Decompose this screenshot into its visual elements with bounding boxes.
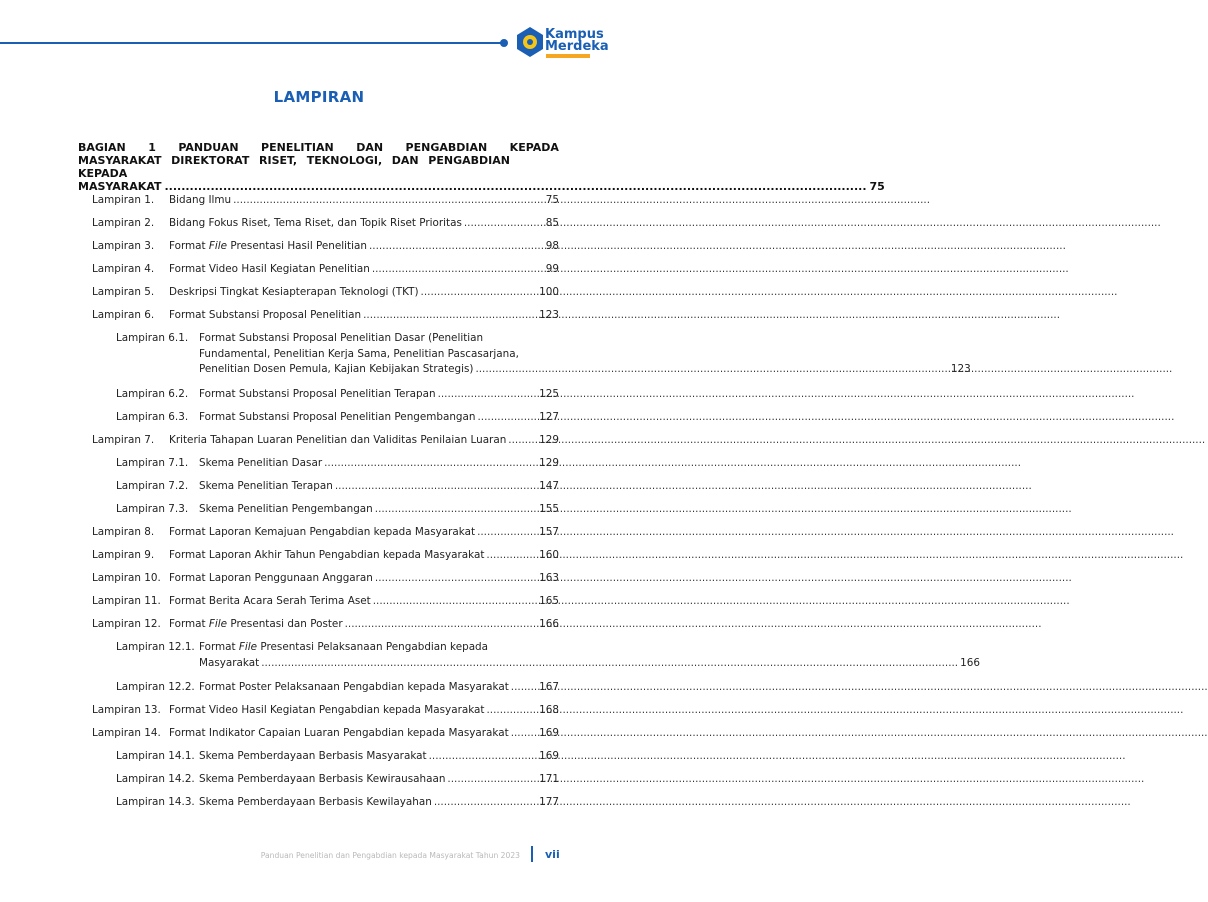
entry-page-number: 75 xyxy=(545,194,559,206)
toc-entry[interactable] xyxy=(92,433,559,449)
leader-dots xyxy=(164,180,866,193)
leader-dots xyxy=(477,410,537,426)
leader-dots xyxy=(372,262,544,278)
entry-page-number: 99 xyxy=(545,263,559,275)
leader-dots xyxy=(324,456,537,472)
entry-text: Format Substansi Proposal Penelitian Terapan xyxy=(199,388,436,400)
leader-dots xyxy=(373,594,537,610)
entry-text: Deskripsi Tingkat Kesiapterapan Teknologi (TKT) xyxy=(169,286,419,298)
entry-text-line: Masyarakat xyxy=(199,656,260,669)
word: KEPADA xyxy=(509,141,559,154)
entry-title xyxy=(199,795,432,811)
entry-body xyxy=(169,703,559,719)
entry-body xyxy=(169,525,559,541)
footer-divider xyxy=(531,846,533,862)
entry-body xyxy=(169,285,559,301)
entry-page-number: 177 xyxy=(539,796,559,808)
entry-body xyxy=(169,548,559,564)
entry-text: Skema Penelitian Terapan xyxy=(199,480,333,492)
toc-entry[interactable] xyxy=(116,479,559,495)
leader-dots xyxy=(335,479,537,495)
entry-body xyxy=(169,193,559,209)
entry-label: Lampiran 12.1. xyxy=(116,641,195,653)
entry-label: Lampiran 14.1. xyxy=(116,750,195,762)
toc-section-heading[interactable] xyxy=(78,141,885,193)
entry-title xyxy=(199,772,445,788)
entry-title xyxy=(169,433,506,449)
entry-page-number: 171 xyxy=(539,773,559,785)
entry-text: Format Laporan Penggunaan Anggaran xyxy=(169,572,373,584)
entry-page-number: 163 xyxy=(539,572,559,584)
entry-body xyxy=(199,640,980,671)
entry-title xyxy=(199,749,427,765)
leader-dots xyxy=(233,193,544,209)
leader-dots xyxy=(477,525,537,541)
entry-label: Lampiran 14.3. xyxy=(116,796,195,808)
entry-page-number: 123 xyxy=(539,309,559,321)
toc-entry[interactable] xyxy=(116,772,559,788)
entry-label: Lampiran 11. xyxy=(92,595,161,607)
entry-body xyxy=(199,795,559,811)
word: DAN xyxy=(391,154,419,167)
section-page-number: 75 xyxy=(869,180,885,193)
entry-text: Format Indikator Capaian Luaran Pengabdian kepada Masyarakat xyxy=(169,727,509,739)
entry-text: Format Laporan Kemajuan Pengabdian kepada Masyarakat xyxy=(169,526,476,538)
header-rule-dot xyxy=(500,39,508,47)
entry-label: Lampiran 12. xyxy=(92,618,161,630)
footer-text: Panduan Penelitian dan Pengabdian kepada Masyarakat Tahun 2023 xyxy=(260,851,520,860)
entry-title xyxy=(199,387,436,403)
word: PANDUAN xyxy=(178,141,239,154)
word: TEKNOLOGI, xyxy=(306,154,383,167)
section-heading-tail: KEPADA MASYARAKAT xyxy=(78,167,162,193)
entry-page-number: 169 xyxy=(539,727,559,739)
entry-page-number: 160 xyxy=(539,549,559,561)
leader-dots xyxy=(434,795,537,811)
section-heading-line-1 xyxy=(78,141,559,154)
entry-text: Skema Pemberdayaan Berbasis Masyarakat xyxy=(199,750,427,762)
entry-label: Lampiran 2. xyxy=(92,217,155,229)
section-heading-line-2 xyxy=(78,154,510,167)
entry-text-line: Format Substansi Proposal Penelitian Dasar (Penelitian xyxy=(199,332,484,344)
toc-entry[interactable] xyxy=(92,239,559,255)
entry-title xyxy=(169,703,485,719)
entry-text-pre: Format xyxy=(169,240,209,252)
entry-body xyxy=(169,594,559,610)
entry-page-number: 147 xyxy=(539,480,559,492)
entry-label: Lampiran 6.1. xyxy=(116,332,189,344)
page-title: LAMPIRAN xyxy=(273,88,365,106)
entry-text-line: Penelitian Dosen Pemula, Kajian Kebijakan Strategis) xyxy=(199,363,474,375)
entry-text: Format Video Hasil Kegiatan Penelitian xyxy=(169,263,370,275)
toc-entry[interactable] xyxy=(92,594,559,610)
toc-entry[interactable] xyxy=(116,749,559,765)
entry-title xyxy=(199,680,509,696)
entry-label: Lampiran 1. xyxy=(92,194,155,206)
entry-label: Lampiran 3. xyxy=(92,240,155,252)
entry-label: Lampiran 7.2. xyxy=(116,480,189,492)
entry-title xyxy=(169,594,371,610)
leader-dots xyxy=(511,726,537,742)
entry-body xyxy=(169,617,559,633)
leader-dots xyxy=(508,433,537,449)
entry-body xyxy=(169,262,559,278)
logo-underline xyxy=(546,54,590,58)
word: PENGABDIAN xyxy=(428,154,510,167)
toc-entry[interactable] xyxy=(92,308,559,324)
entry-title xyxy=(199,479,333,495)
entry-page-number: 129 xyxy=(539,434,559,446)
toc-entry[interactable] xyxy=(92,703,559,719)
logo-text-kampus: Kampus xyxy=(545,27,604,42)
entry-page-number: 155 xyxy=(539,503,559,515)
entry-body xyxy=(199,387,559,403)
entry-page-number: 166 xyxy=(539,618,559,630)
section-heading-line-3 xyxy=(78,167,885,193)
entry-page-number: 168 xyxy=(539,704,559,716)
entry-title xyxy=(169,571,373,587)
leader-dots xyxy=(475,362,948,378)
entry-text-post: Presentasi dan Poster xyxy=(227,618,343,630)
entry-body xyxy=(169,433,559,449)
entry-text: Kriteria Tahapan Luaran Penelitian dan Validitas Penilaian Luaran xyxy=(169,434,507,446)
entry-text: Skema Pemberdayaan Berbasis Kewilayahan xyxy=(199,796,432,808)
entry-text: Skema Penelitian Pengembangan xyxy=(199,503,373,515)
entry-page-number: 165 xyxy=(539,595,559,607)
entry-body xyxy=(199,502,559,518)
entry-page-number: 129 xyxy=(539,457,559,469)
entry-text-pre: Format xyxy=(169,618,209,630)
leader-dots xyxy=(363,308,537,324)
toc-entry[interactable] xyxy=(92,548,559,564)
entry-label: Lampiran 14.2. xyxy=(116,773,195,785)
footer-page-number: vii xyxy=(545,848,560,861)
toc-entry[interactable] xyxy=(116,640,980,671)
entry-text-post: Presentasi Pelaksanaan Pengabdian kepada xyxy=(257,641,489,653)
leader-dots xyxy=(345,617,538,633)
entry-text-emphasis: File xyxy=(238,641,258,653)
leader-dots xyxy=(375,502,537,518)
toc-entry[interactable] xyxy=(92,571,559,587)
leader-dots xyxy=(375,571,537,587)
entry-page-number: 85 xyxy=(545,217,559,229)
tut-wuri-emblem-icon xyxy=(516,26,544,58)
entry-label: Lampiran 7.1. xyxy=(116,457,189,469)
leader-dots xyxy=(511,680,537,696)
leader-dots xyxy=(369,239,544,255)
entry-label: Lampiran 6. xyxy=(92,309,155,321)
toc-entry[interactable] xyxy=(92,216,559,232)
word: MASYARAKAT xyxy=(78,154,162,167)
toc-entry[interactable] xyxy=(116,502,559,518)
entry-page-number: 166 xyxy=(960,656,980,669)
entry-body xyxy=(199,456,559,472)
toc-entry[interactable] xyxy=(116,680,559,696)
entry-body xyxy=(169,216,559,232)
kampus-merdeka-logo xyxy=(516,26,609,60)
entry-text: Format Berita Acara Serah Terima Aset xyxy=(169,595,371,607)
entry-title xyxy=(169,525,475,541)
leader-dots xyxy=(261,656,958,672)
toc-entry[interactable] xyxy=(116,331,971,378)
entry-body xyxy=(169,726,559,742)
entry-title xyxy=(169,285,419,301)
leader-dots xyxy=(447,772,537,788)
entry-label: Lampiran 6.2. xyxy=(116,388,189,400)
entry-page-number: 157 xyxy=(539,526,559,538)
word: PENGABDIAN xyxy=(405,141,488,154)
entry-text: Format Video Hasil Kegiatan Pengabdian kepada Masyarakat xyxy=(169,704,485,716)
leader-dots xyxy=(464,216,544,232)
entry-last-line xyxy=(199,362,971,378)
entry-text-line: Fundamental, Penelitian Kerja Sama, Penelitian Pascasarjana, xyxy=(199,347,519,360)
entry-label: Lampiran 5. xyxy=(92,286,155,298)
entry-title xyxy=(169,726,509,742)
word: DIREKTORAT xyxy=(171,154,250,167)
entry-label: Lampiran 8. xyxy=(92,526,155,538)
entry-label: Lampiran 14. xyxy=(92,727,161,739)
entry-body xyxy=(199,749,559,765)
entry-text: Bidang Ilmu xyxy=(169,194,232,206)
entry-body xyxy=(199,410,559,426)
entry-first-line xyxy=(199,640,980,656)
entry-text: Bidang Fokus Riset, Tema Riset, dan Topik Riset Prioritas xyxy=(169,217,462,229)
entry-text: Skema Penelitian Dasar xyxy=(199,457,323,469)
toc-entry[interactable] xyxy=(116,387,559,403)
entry-body xyxy=(169,571,559,587)
entry-label: Lampiran 7. xyxy=(92,434,155,446)
word: PENELITIAN xyxy=(261,141,334,154)
entry-label: Lampiran 7.3. xyxy=(116,503,189,515)
entry-title xyxy=(169,617,343,633)
toc-entry[interactable] xyxy=(116,456,559,472)
entry-text-pre: Format xyxy=(199,641,239,653)
entry-text: Format Poster Pelaksanaan Pengabdian kepada Masyarakat xyxy=(199,681,509,693)
entry-body xyxy=(169,239,559,255)
leader-dots xyxy=(438,387,538,403)
leader-dots xyxy=(421,285,538,301)
toc-entry[interactable] xyxy=(92,525,559,541)
leader-dots xyxy=(487,703,538,719)
word: BAGIAN xyxy=(78,141,126,154)
toc-entry[interactable] xyxy=(92,193,559,209)
entry-title xyxy=(199,456,322,472)
entry-title xyxy=(169,548,484,564)
entry-label: Lampiran 6.3. xyxy=(116,411,189,423)
entry-label: Lampiran 9. xyxy=(92,549,155,561)
entry-label: Lampiran 12.2. xyxy=(116,681,195,693)
toc-entry[interactable] xyxy=(116,410,559,426)
word: 1 xyxy=(148,141,156,154)
toc-entry[interactable] xyxy=(92,726,559,742)
entry-page-number: 169 xyxy=(539,750,559,762)
toc-entry[interactable] xyxy=(92,285,559,301)
entry-page-number: 100 xyxy=(539,286,559,298)
entry-body xyxy=(199,772,559,788)
logo-text-merdeka: Merdeka xyxy=(545,39,609,54)
entry-title xyxy=(199,502,373,518)
entry-text: Skema Pemberdayaan Berbasis Kewirausahaan xyxy=(199,773,446,785)
entry-label: Lampiran 10. xyxy=(92,572,161,584)
entry-title xyxy=(199,410,475,426)
entry-text-post: Presentasi Hasil Penelitian xyxy=(227,240,367,252)
entry-page-number: 123 xyxy=(950,363,971,375)
entry-title xyxy=(169,216,462,232)
toc-entry[interactable] xyxy=(116,795,559,811)
entry-text-emphasis: File xyxy=(208,618,228,630)
entry-text: Format Laporan Akhir Tahun Pengabdian kepada Masyarakat xyxy=(169,549,485,561)
toc-entry[interactable] xyxy=(92,617,559,633)
entry-label: Lampiran 13. xyxy=(92,704,161,716)
entry-page-number: 98 xyxy=(545,240,559,252)
entry-page-number: 125 xyxy=(539,388,559,400)
leader-dots xyxy=(486,548,537,564)
header-rule xyxy=(0,42,505,44)
entry-title xyxy=(169,262,370,278)
entry-body xyxy=(199,479,559,495)
leader-dots xyxy=(429,749,538,765)
entry-title xyxy=(169,239,367,255)
entry-body xyxy=(199,331,971,378)
entry-title xyxy=(169,193,231,209)
entry-text-emphasis: File xyxy=(208,240,228,252)
entry-title xyxy=(169,308,361,324)
entry-label: Lampiran 4. xyxy=(92,263,155,275)
entry-body xyxy=(199,680,559,696)
word: RISET, xyxy=(259,154,298,167)
entry-body xyxy=(169,308,559,324)
entry-page-number: 167 xyxy=(539,681,559,693)
entry-page-number: 127 xyxy=(539,411,559,423)
word: DAN xyxy=(356,141,384,154)
entry-text: Format Substansi Proposal Penelitian xyxy=(169,309,362,321)
entry-last-line xyxy=(199,656,980,672)
toc-entry[interactable] xyxy=(92,262,559,278)
entry-text: Format Substansi Proposal Penelitian Pengembangan xyxy=(199,411,476,423)
